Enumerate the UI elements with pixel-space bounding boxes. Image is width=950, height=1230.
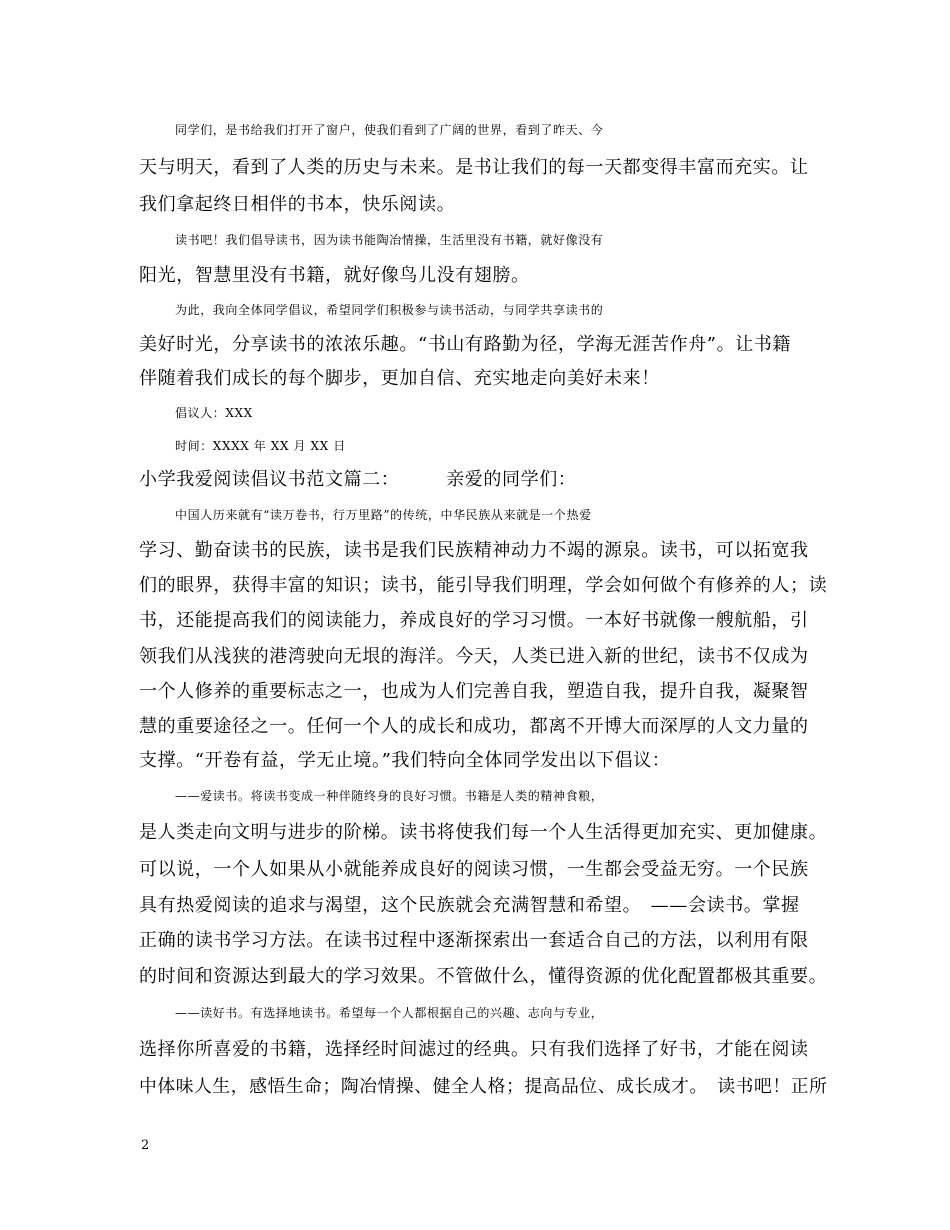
text-line-18: 慧的重要途径之一。任何一个人的成长和成功，都离不开博大而深厚的人文力量的	[139, 716, 809, 737]
text-line-24: 正确的读书学习方法。在读书过程中逐渐探索出一套适合自己的方法，以利用有限	[139, 930, 809, 951]
text-line-12: 中国人历来就有“读万卷书，行万里路”的传统，中华民族从来就是一个热爱	[175, 508, 592, 522]
text-line-28: 中体味人生，感悟生命；陶冶情操、健全人格；提高品位、成长成才。 读书吧！正所	[139, 1077, 828, 1097]
text-line-17: 一个人修养的重要标志之一，也成为人们完善自我，塑造自我，提升自我，凝聚智	[139, 681, 809, 702]
text-line-8: 伴随着我们成长的每个脚步，更加自信、充实地走向美好未来！	[139, 368, 660, 389]
text-line-7: 美好时光，分享读书的浓浓乐趣。“书山有路勤为径，学海无涯苦作舟”。让书籍	[139, 334, 792, 355]
text-line-13: 学习、勤奋读书的民族，读书是我们民族精神动力不竭的源泉。读书，可以拓宽我	[139, 540, 809, 561]
text-line-22: 可以说，一个人如果从小就能养成良好的阅读习惯，一生都会受益无穷。一个民族	[139, 859, 809, 880]
text-line-21: 是人类走向文明与进步的阶梯。读书将使我们每一个人生活得更加充实、更加健康。	[139, 822, 828, 843]
text-line-1: 同学们，是书给我们打开了窗户，使我们看到了广阔的世界，看到了昨天、今	[175, 123, 604, 137]
text-line-20: ——爱读书。将读书变成一种伴随终身的良好习惯。书籍是人类的精神食粮，	[175, 789, 604, 803]
text-line-5: 阳光，智慧里没有书籍，就好像鸟儿没有翅膀。	[139, 265, 530, 286]
text-line-6: 为此，我向全体同学倡议，希望同学们积极参与读书活动，与同学共享读书的	[175, 303, 604, 317]
page-number: 2	[141, 1138, 150, 1153]
text-line-19: 支撑。“开卷有益，学无止境。”我们特向全体同学发出以下倡议：	[139, 750, 671, 771]
text-line-26: ——读好书。有选择地读书。希望每一个人都根据自己的兴趣、志向与专业，	[175, 1006, 604, 1020]
date-line: 时间：XXXX 年 XX 月 XX 日	[175, 439, 346, 453]
text-line-2: 天与明天，看到了人类的历史与未来。是书让我们的每一天都变得丰富而充实。让	[139, 157, 809, 178]
text-line-25: 的时间和资源达到最大的学习效果。不管做什么，懂得资源的优化配置都极其重要。	[139, 966, 828, 987]
text-line-27: 选择你所喜爱的书籍，选择经时间滤过的经典。只有我们选择了好书，才能在阅读	[139, 1039, 809, 1060]
text-line-4: 读书吧！我们倡导读书，因为读书能陶冶情操，生活里没有书籍，就好像没有	[175, 233, 604, 247]
text-line-23: 具有热爱阅读的追求与渴望，这个民族就会充满智慧和希望。 ——会读书。掌握	[139, 895, 800, 916]
signatory-line: 倡议人：XXX	[175, 406, 253, 420]
text-line-3: 我们拿起终日相伴的书本，快乐阅读。	[139, 194, 456, 215]
text-line-14: 们的眼界，获得丰富的知识；读书，能引导我们明理，学会如何做个有修养的人；读	[139, 575, 828, 596]
text-line-16: 领我们从浅狭的港湾驶向无垠的海洋。今天，人类已进入新的世纪，读书不仅成为	[139, 646, 809, 667]
text-line-15: 书，还能提高我们的阅读能力，养成良好的学习习惯。一本好书就像一艘航船，引	[139, 610, 809, 631]
section-heading-line: 小学我爱阅读倡议书范文篇二： 亲爱的同学们：	[139, 469, 577, 490]
